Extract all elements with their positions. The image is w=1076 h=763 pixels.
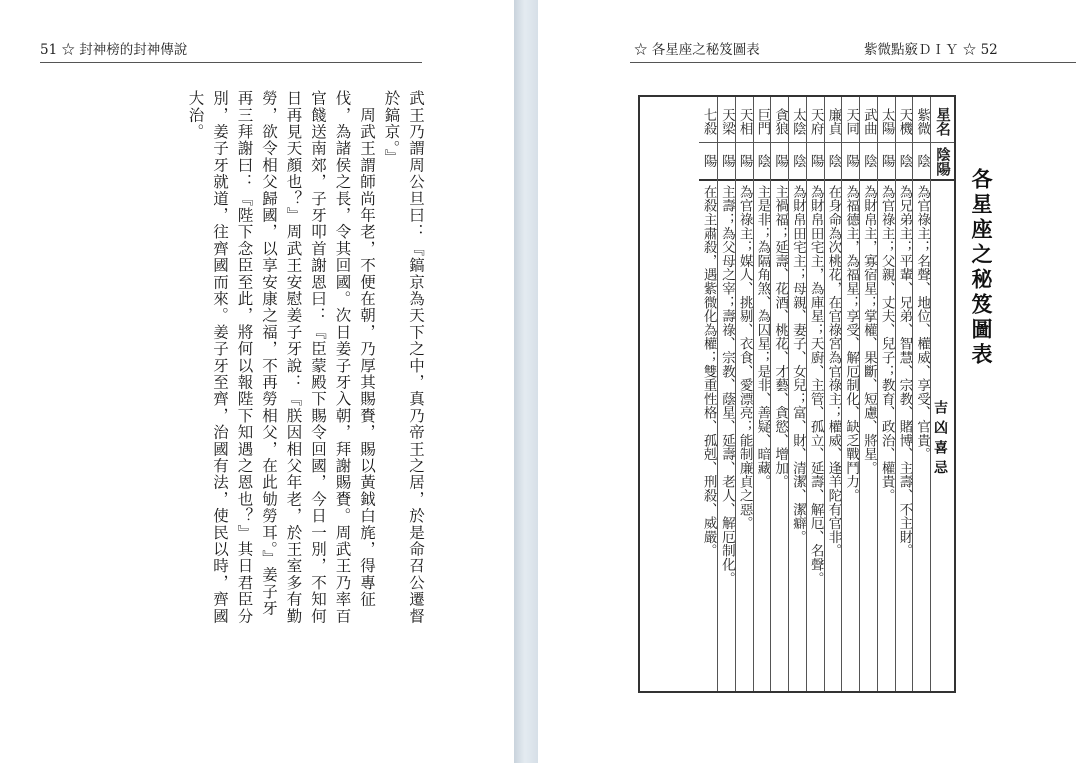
book-gutter (514, 0, 538, 763)
star-yinyang: 陰 (860, 143, 877, 181)
star-name: 太陰 (789, 97, 806, 143)
star-name: 廉貞 (825, 97, 842, 143)
right-page (538, 0, 1076, 763)
vertical-prose (186, 90, 428, 630)
star-desc: 為官祿主；媒人、挑剔、衣食、愛漂亮；能制廉貞之惡。 (736, 185, 753, 530)
table-row (753, 97, 771, 691)
star-name: 天相 (736, 97, 753, 143)
star-desc: 為官祿主；父親、丈夫、兒子；教育、政治、權貴。 (878, 185, 895, 503)
star-yinyang: 陽 (807, 143, 824, 181)
table-row (859, 97, 877, 691)
table-row (895, 97, 913, 691)
table-row (717, 97, 735, 691)
right-header-rule (630, 62, 1076, 63)
star-desc: 主禍福；延壽、花酒、桃花、才藝、貪慾、增加。 (772, 185, 789, 489)
star-desc: 為財帛主，寡宿星；掌權、果斷、短慮、將星。 (860, 185, 877, 475)
table-row (735, 97, 753, 691)
chart-title: 各星座之秘笈圖表 (969, 168, 994, 368)
table-row (788, 97, 806, 691)
star-name: 太陽 (878, 97, 895, 143)
star-table (638, 95, 956, 693)
table-row (877, 97, 895, 691)
star-yinyang: 陰 (825, 143, 842, 181)
left-page-header: 51 ☆ 封神榜的封神傳說 (40, 42, 188, 58)
right-page-header-right: 紫微點竅ＤＩＹ ☆ 52 (864, 42, 998, 58)
star-name: 紫微 (913, 97, 930, 143)
star-desc: 為財帛田宅主；母親、妻子、女兒；富、財、清潔、潔癖。 (789, 185, 806, 544)
star-name: 天梁 (718, 97, 735, 143)
header-star-name: 星名 (931, 97, 954, 143)
star-desc: 主是非；為隔角煞、為囚星；是非、善疑、暗藏。 (754, 185, 771, 489)
star-yinyang: 陽 (842, 143, 859, 181)
star-desc: 在殺主肅殺，遇紫微化為權；雙重性格、孤剋、刑殺、威嚴。 (700, 185, 717, 558)
star-desc: 為福德主，為福星；享受、解厄制化、缺乏戰鬥力。 (843, 185, 860, 503)
table-row (824, 97, 842, 691)
star-yinyang: 陽 (699, 143, 717, 181)
table-row (841, 97, 859, 691)
star-name: 天機 (896, 97, 913, 143)
star-name: 天同 (842, 97, 859, 143)
star-name: 貪狼 (771, 97, 788, 143)
star-desc: 為官祿主；名聲、地位、權威、享受、官貴。 (914, 185, 931, 461)
star-name: 武曲 (860, 97, 877, 143)
star-yinyang: 陰 (913, 143, 930, 181)
star-yinyang: 陽 (718, 143, 735, 181)
table-row (699, 97, 717, 691)
prose-paragraph: 周武王謂師尚年老，不便在朝，乃厚其賜賚，賜以黃鉞白旄，得專征伐，為諸侯之長，令其回國。次日姜子牙入朝，拜謝賜賚。周武王乃率百官餞送南郊，子牙叩首謝恩曰：『臣蒙殿下賜令回國，今日一別，不知何日再見天顏也？』周武王安慰姜子牙說：『朕因相父年老，於王室多有勤勞，欲令相父歸國，以享安康之福，不再勞相父，在此劬勞耳。』姜子牙再三拜謝曰：『陛下念臣至此，將何以報陛下知遇之恩也？』其日君臣分別，姜子牙就道，往齊國而來。姜子牙至齊，治國有法，使民以時，齊國大治。 (186, 90, 376, 625)
star-desc: 為財帛田宅主，為庫星；天廚、主管、孤立、延壽、解厄、名聲。 (807, 185, 824, 586)
star-name: 天府 (807, 97, 824, 143)
star-yinyang: 陽 (771, 143, 788, 181)
header-yinyang: 陰陽 (931, 143, 954, 181)
star-yinyang: 陰 (789, 143, 806, 181)
star-desc: 主壽；為父母之宰；壽祿、宗教、蔭星、延壽、老人、解厄制化。 (718, 185, 735, 586)
star-yinyang: 陽 (736, 143, 753, 181)
prose-paragraph: 武王乃謂周公旦曰：『鎬京為天下之中，真乃帝王之居，於是命召公遷督於鎬京。』 (382, 90, 425, 625)
star-yinyang: 陰 (754, 143, 771, 181)
table-row (806, 97, 824, 691)
star-name: 巨門 (754, 97, 771, 143)
star-yinyang: 陽 (878, 143, 895, 181)
star-yinyang: 陰 (896, 143, 913, 181)
star-desc: 在身命為次桃花，在官祿宮為官祿主；權威、逢羊陀有官非。 (825, 185, 842, 558)
legend-label: 吉凶喜忌 (932, 400, 948, 480)
star-desc: 為兄弟主；平輩、兄弟、智慧、宗教、賭博、主壽、不主財。 (896, 185, 913, 558)
star-name: 七殺 (699, 97, 717, 143)
left-header-rule (40, 62, 422, 63)
table-row (770, 97, 788, 691)
right-page-header-left: ☆ 各星座之秘笈圖表 (634, 42, 760, 58)
left-page (0, 0, 514, 763)
